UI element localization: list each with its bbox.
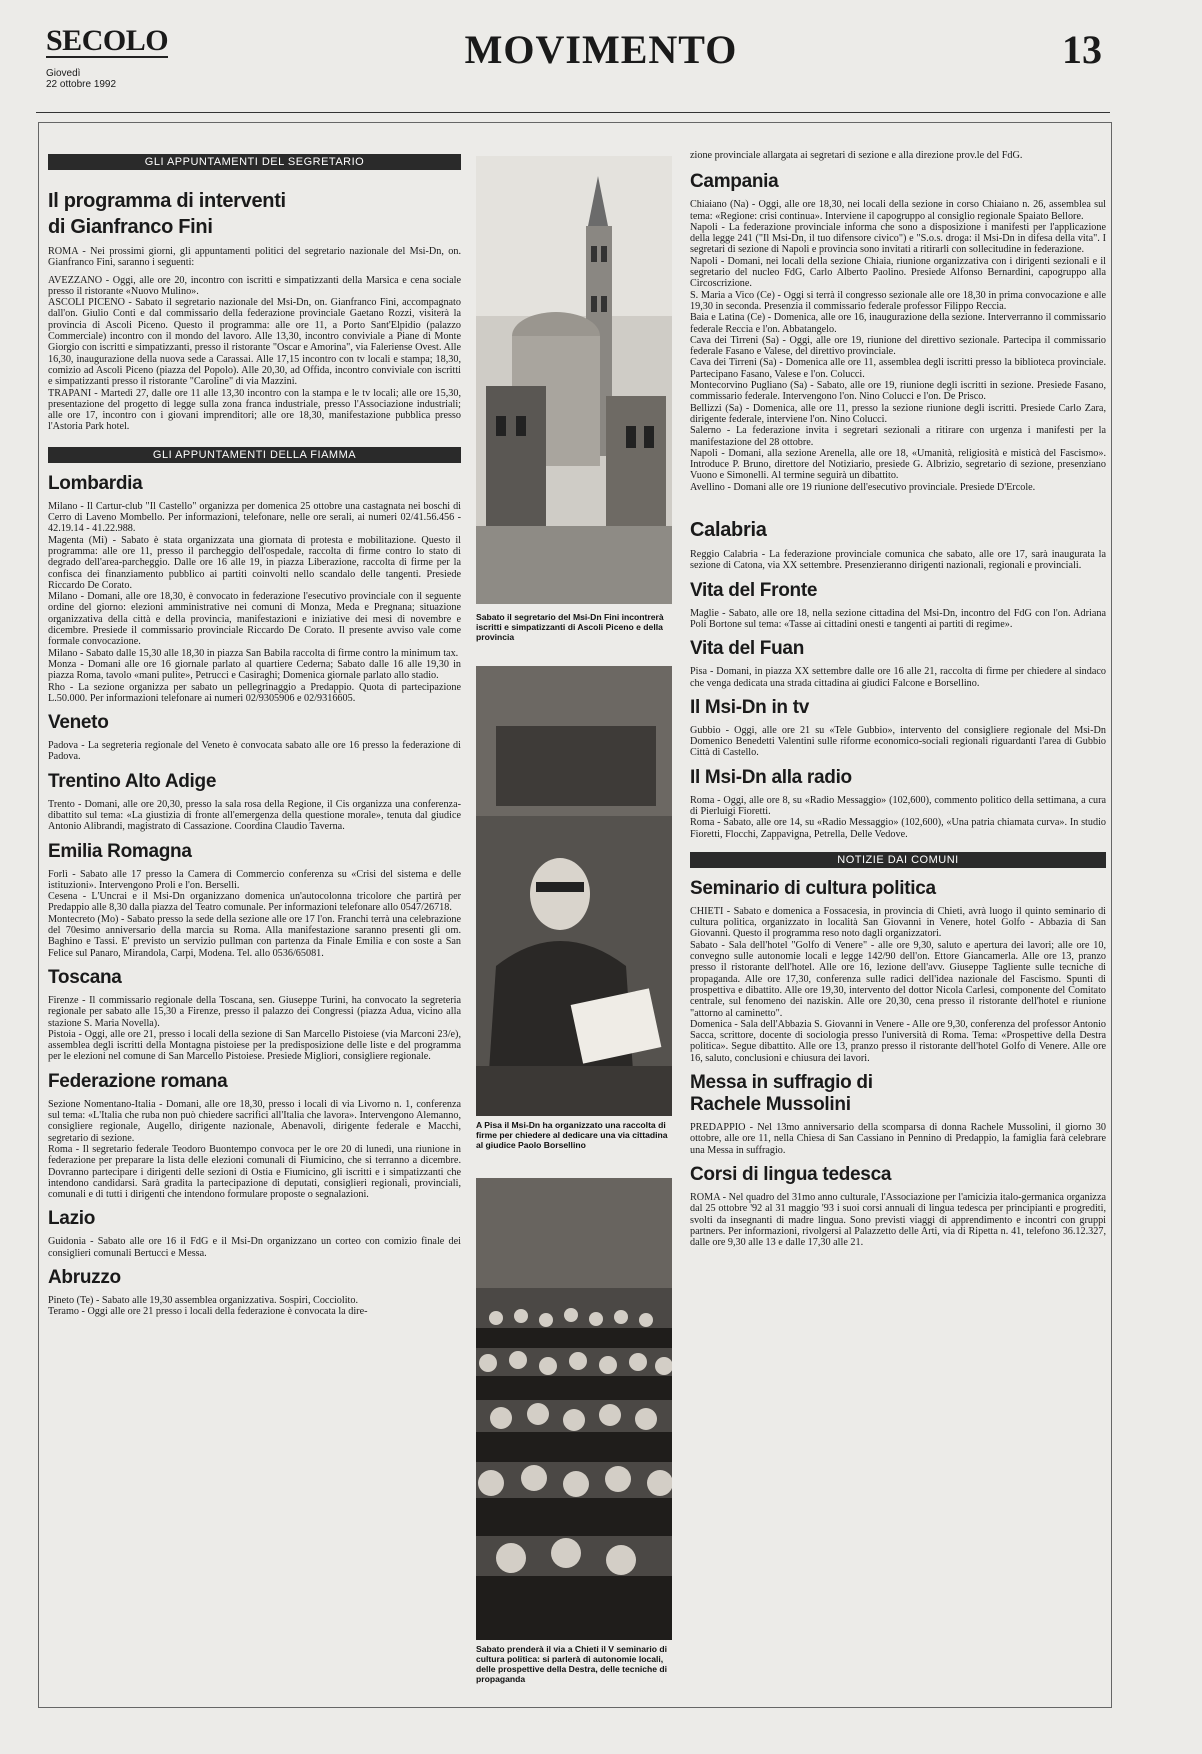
caption-photo-church: Sabato il segretario del Msi-Dn Fini incontrerà iscritti e simpatizzanti di Ascoli Piceno e della provincia: [476, 612, 664, 642]
item-magenta: Magenta (Mi) - Sabato è stata organizzata una giornata di protesta e mobilitazione. Questo il programma: alle ore 11, presso il parcheggio dell'ospedale, raccolta di firme contro lo stato di degrado dell'area-parcheggio. Dalle ore 16 alle 19, in piazza Liberazione, raccolta di firme per la confisca dei finanziamento pubblico ai partiti coinvolti nello scandalo delle tangenti. Presiede Riccardo De Corato.: [48, 534, 461, 591]
item-pineto: Pineto (Te) - Sabato alle 19,30 assemblea organizzativa. Sospiri, Cocciolito.: [48, 1295, 359, 1306]
heading-seminario: Seminario di cultura politica: [690, 877, 936, 899]
newspaper-logo: SECOLO: [46, 24, 169, 57]
item-rho: Rho - La sezione organizza per sabato un pellegrinaggio a Predappio. Quota di partecipazione L.50.000. Per informazioni telefonare ai numeri 02/9305906 e 02/9316605.: [48, 681, 461, 704]
item-trapani: TRAPANI - Martedì 27, dalle ore 11 alle 13,30 incontro con la stampa e le tv locali; alle ore 15,30, presentazione del progetto di legge sulla zona franca industriale, presso l'Associazione industriali; alle ore 17, incontro con i giovani imprenditori; alle ore 18,30, manifestazione pubblica presso l'Astoria Park hotel.: [48, 387, 461, 433]
man-reading-illustration: [476, 666, 672, 1116]
item-forli: Forlì - Sabato alle 17 presso la Camera di Commercio conferenza su «Crisi del sistema e delle istituzioni». Intervengono Proli e l'on. Berselli.: [48, 868, 461, 891]
caption-photo-pisa: A Pisa il Msi-Dn ha organizzato una raccolta di firme per chiedere al dedicare una via cittadina al giudice Paolo Borsellino: [476, 1120, 668, 1150]
heading-corsi: Corsi di lingua tedesca: [690, 1163, 892, 1185]
item-milano-3: Milano - Sabato dalle 15,30 alle 18,30 in piazza San Babila raccolta di firme contro la minimum tax.: [48, 647, 459, 659]
item-sabato-program: Sabato - Sala dell'hotel "Golfo di Venere" - alle ore 9,30, saluto e apertura dei lavori; alle ore 10, convegno sulle autonomie locali e legge 142/90 dell'on. Ettore Giancamerla. Alle ore 13, pranzo presso il ristorante dell'hotel. Alle ore 16, lezione dell'avv. Giuseppe Tagliente sulle tecniche di propaganda. Alle ore 17,30, conferenza sulle radici dell'idea nazionale del Fascismo. Spunti di prospettiva e dibattito. Alle ore 19,30, intervento del dottor Nicola Carlesi, componente del Comitato centrale, sul fenomeno dei naziskin. Alle ore 20,30, cena presso il ristorante dell'hotel e riunione "attorno al caminetto".: [690, 939, 1106, 1019]
heading-campania: Campania: [690, 171, 779, 193]
item-napoli-1: Napoli - La federazione provinciale informa che sono a disposizione i manifesti per l'applicazione della legge 241 ("Il Msi-Dn, il tuo difensore civico") e "S.o.s. droga: il Msi-Dn in difesa della vita". I segretari di sezione di Napoli e provincia sono invitati a ritirarli con sollecitudine in federazione.: [690, 221, 1106, 256]
item-avezzano: AVEZZANO - Oggi, alle ore 20, incontro con iscritti e simpatizzanti della Marsica e cena sociale presso il ristorante «Nuovo Mulino».: [48, 274, 461, 297]
headline-fini: Il programma di interventi di Gianfranco Fini: [48, 190, 286, 238]
heading-lazio: Lazio: [48, 1208, 96, 1230]
item-nomentano: Sezione Nomentano-Italia - Domani, alle ore 18,30, presso i locali di via Livorno n. 1, conferenza sul tema: «L'Italia che ruba non può chiedere sacrifici all'Italia che lavora». Intervengono Alemanno, consigliere regionale, Augello, dirigente nazionale, Abenavoli, dirigente federale e Macchi, segretario di sezione.: [48, 1098, 461, 1144]
heading-veneto: Veneto: [48, 712, 109, 734]
issue-date-text: 22 ottobre 1992: [46, 79, 117, 90]
item-cava-2: Cava dei Tirreni (Sa) - Domenica alle ore 11, assemblea degli iscritti presso la biblioteca provinciale. Partecipano Fasano, Valese e l'on. Colucci.: [690, 357, 1106, 380]
item-montecreto: Montecreto (Mo) - Sabato presso la sede della sezione alle ore 17 l'on. Franchi terrà una celebrazione del 70esimo anniversario della marcia su Roma. Alla manifestazione saranno presenti gli om. Baghino e Tassi. E' previsto un servizio pullman con partenza da Finale Emilia e con soste a San Felice sul Panaro, Mirandola, Carpi, Modena. Tel. allo 0536/65081.: [48, 913, 461, 959]
item-radio-1: Roma - Oggi, alle ore 8, su «Radio Messaggio» (102,600), commento politico della settimana, a cura di Pierluigi Fioretti.: [690, 794, 1106, 817]
item-gubbio: Gubbio - Oggi, alle ore 21 su «Tele Gubbio», intervento del consigliere regionale del Msi-Dn Domenico Benedetti Valentini sulle riforme economico-sociali regionali riguardanti l'area di Gubbio Città di Castello.: [690, 724, 1106, 759]
heading-messa: Messa in suffragio di Rachele Mussolini: [690, 1072, 873, 1116]
photo-seminar: [476, 1178, 672, 1640]
item-napoli-2: Napoli - Domani, nei locali della sezione Chiaia, riunione organizzativa con i dirigenti sezionali e il segretario del nucleo FdG, Carlo Alberto Paolino. Presiede Alfonso Bernardini, capogruppo alla Circoscrizione.: [690, 255, 1106, 290]
heading-calabria: Calabria: [690, 519, 767, 542]
item-trento: Trento - Domani, alle ore 20,30, presso la sala rosa della Regione, il Cis organizza una conferenza-dibattito sul tema: «La giustizia di fronte all'emergenza della questione morale», tenuta dal giudice Antonio Alibrandi, magistrato di Cassazione. Coordina Claudio Taverna.: [48, 798, 461, 833]
heading-fronte: Vita del Fronte: [690, 579, 818, 601]
heading-radio: Il Msi-Dn alla radio: [690, 766, 852, 788]
photo-pisa: [476, 666, 672, 1116]
church-illustration: [476, 156, 672, 604]
heading-emilia: Emilia Romagna: [48, 840, 192, 862]
heading-fuan: Vita del Fuan: [690, 638, 804, 660]
item-pistoia: Pistoia - Oggi, alle ore 21, presso i locali della sezione di San Marcello Pistoiese (via Marconi 23/e), assemblea degli iscritti della Montagna pistoiese per la predisposizione delle liste e del programma per le elezioni nel comune di San Marcello Pistoiese. Presiede Migliori, consigliere regionale.: [48, 1028, 461, 1063]
header-rule: [36, 112, 1110, 113]
heading-tv: Il Msi-Dn in tv: [690, 696, 810, 718]
photo-church: [476, 156, 672, 604]
audience-illustration: [476, 1178, 672, 1640]
item-napoli-3: Napoli - Domani, alla sezione Arenella, alle ore 18, «Umanità, religiosità e misticà del Fascismo». Introduce P. Bruno, direttore del Notiziario, presiede G. Albrizio, segretario di sezione, presenziano Vuono e Simonelli. Al termine seguirà un dibattito.: [690, 447, 1106, 482]
item-maglie: Maglie - Sabato, alle ore 18, nella sezione cittadina del Msi-Dn, incontro del FdG con l'on. Adriana Poli Bortone sul tema: «Tasse ai cittadini onesti e tangenti ai partiti di regime».: [690, 607, 1106, 630]
item-reggio: Reggio Calabria - La federazione provinciale comunica che sabato, alle ore 17, sarà inaugurata la sezione di Catona, via XX settembre. Presenzieranno dirigenti nazionali, regionali e provinciali.: [690, 549, 1106, 572]
item-bellizzi: Bellizzi (Sa) - Domenica, alle ore 11, presso la sezione riunione degli iscritti. Presiede Carlo Zara, dirigente federale, interviene l'on. Nino Colucci.: [690, 402, 1106, 425]
item-milano-2: Milano - Domani, alle ore 18,30, è convocato in federazione l'esecutivo provinciale con il seguente ordine del giorno: elezioni amministrative nei comuni di Monza, Meda e Pregnana; situazione organizzativa della città e della provincia, manifestazioni e iniziative dei mesi di novembre e dicembre. Presiede il commissario provinciale Riccardo De Corato. Il presente avviso vale come formale convocazione.: [48, 591, 461, 648]
heading-trentino: Trentino Alto Adige: [48, 770, 217, 792]
item-chiaiano: Chiaiano (Na) - Oggi, alle ore 18,30, nei locali della sezione in corso Chiaiano n. 26, assemblea sul tema: «Regione: crisi continua». Interviene il capogruppo al consiglio regionale Spaiato Bellore.: [690, 199, 1106, 222]
item-continuation: zione provinciale allargata ai segretari di sezione e alla direzione prov.le del FdG.: [690, 150, 1023, 161]
item-s-maria: S. Maria a Vico (Ce) - Oggi si terrà il congresso sezionale alle ore 18,30 in prima convocazione e alle 19,30 in seconda. Presenzia il commissario federale professor Filippo Reccia.: [690, 289, 1106, 312]
item-baia: Baia e Latina (Ce) - Domenica, alle ore 16, inaugurazione della sezione. Interverranno il commissario federale Reccia e l'on. Abbatangelo.: [690, 312, 1106, 335]
column-left: [48, 154, 461, 1702]
item-padova: Padova - La segreteria regionale del Veneto è convocata sabato alle ore 16 presso la federazione di Padova.: [48, 740, 461, 763]
item-guidonia: Guidonia - Sabato alle ore 16 il FdG e il Msi-Dn organizzano un corteo con comizio finale dei consiglieri comunali Bertucci e Messa.: [48, 1236, 461, 1259]
heading-abruzzo: Abruzzo: [48, 1267, 121, 1288]
caption-photo-seminar: Sabato prenderà il via a Chieti il V seminario di cultura politica: si parlerà di autonomie locali, delle prospettive della Destra, delle tecniche di propaganda: [476, 1644, 668, 1684]
section-title: MOVIMENTO: [464, 27, 738, 72]
heading-lombardia: Lombardia: [48, 472, 143, 494]
column-right: [690, 150, 1106, 1702]
item-montecorvino: Montecorvino Pugliano (Sa) - Sabato, alle ore 19, riunione degli iscritti in sezione. Presiede Fasano, commissario federale. Intervengono l'on. Nino Colucci e l'on. De Prisco.: [690, 380, 1106, 403]
item-pisa: Pisa - Domani, in piazza XX settembre dalle ore 16 alle 21, raccolta di firme per chiedere al sindaco che venga dedicata una strada cittadina ai giudici Falcone e Borsellino.: [690, 666, 1106, 689]
item-cesena: Cesena - L'Uncrai e il Msi-Dn organizzano domenica un'autocolonna tricolore che partirà per Predappio alle 8,30 dalla piazza del Teatro comunale. Per informazioni telefonare allo 0547/26718.: [48, 891, 461, 914]
item-roma: ROMA - Nei prossimi giorni, gli appuntamenti politici del segretario nazionale del Msi-Dn, on. Gianfranco Fini, saranno i seguenti:: [48, 246, 461, 269]
item-firenze: Firenze - Il commissario regionale della Toscana, sen. Giuseppe Turini, ha convocato la segreteria regionale per sabato alle 15,30 a Firenze, presso il palazzo dei Congressi (piazza Adua, vicino alla stazione S. Maria Novella).: [48, 994, 461, 1029]
item-predappio: PREDAPPIO - Nel 13mo anniversario della scomparsa di donna Rachele Mussolini, il giorno 30 ottobre, alle ore 11, nella Chiesa di San Cassiano in Pennino di Predappio, la famiglia farà celebrare una Messa in suffragio.: [690, 1122, 1106, 1156]
item-ascoli: ASCOLI PICENO - Sabato il segretario nazionale del Msi-Dn, on. Gianfranco Fini, accompagnato dall'on. Giulio Conti e dal commissario della federazione provinciale Gaetano Rozzi, visiterà la provincia di Ascoli Piceno. Questo il programma: alle ore 11, a Porto Sant'Elpidio (palazzo Commerciale) incontro con il mondo del lavoro. Alle 13,30, incontro conviviale a Piane di Monte Giorgio con iscritti e simpatizzanti, presso il ristorante "Oscar e Amorina", via Faleriense Ovest. Alle 16,30, inaugurazione della nuova sede a Carassai. Alle 17,15 incontro con tv locali e stampa; 18,30, comizio ad Ascoli Piceno (piazza del Popolo). Alle 20,30, ad Offida, incontro conviviale con iscritti e simpatizzanti presso il ristorante "Caroline" di via Mazzini.: [48, 297, 461, 388]
item-monza: Monza - Domani alle ore 16 giornale parlato al quartiere Cederna; Sabato dalle 16 alle 19,30 in piazza Roma, tavolo «mani pulite», Petrucci e Casiraghi; Domenica giornale parlato allo stadio.: [48, 658, 461, 682]
banner-comuni: NOTIZIE DAI COMUNI: [690, 852, 1106, 868]
item-teramo: Teramo - Oggi alle ore 21 presso i locali della federazione è convocata la dire-: [48, 1306, 368, 1318]
item-roma-2: Roma - Il segretario federale Teodoro Buontempo convoca per le ore 20 di lunedì, una riunione in federazione per preparare la lista delle elezioni comunali di Fiumicino, che si terranno a dicembre. Dovranno partecipare i dirigenti delle sezioni di Ostia e Fiumicino, gli iscritti e i simpatizzanti che intendono candidarsi. Sarà gradita la partecipazione di deputati, consiglieri regionali, provinciali, comunali e di tutti i dirigenti che intendono formulare proposte o segnalazioni.: [48, 1143, 461, 1201]
item-salerno: Salerno - La federazione invita i segretari sezionali a ritirare con urgenza i manifesti per la manifestazione del 28 ottobre.: [690, 425, 1106, 448]
banner-segretario: GLI APPUNTAMENTI DEL SEGRETARIO: [48, 154, 461, 170]
item-chieti: CHIETI - Sabato e domenica a Fossacesia, in provincia di Chieti, avrà luogo il quinto seminario di cultura politica, organizzato in località San Giovanni in Venere, hotel Golfo - Abbazia di San Giovanni. Questo il programma reso noto dagli organizzatori.: [690, 905, 1106, 940]
page-number: 13: [1062, 27, 1102, 72]
issue-day: Giovedì: [46, 68, 81, 79]
item-milano-1: Milano - Il Cartur-club "Il Castello" organizza per domenica 25 ottobre una castagnata nei boschi di Cerro di Laveno Mombello. Per informazioni, telefonare, nelle ore serali, ai numeri 02/41.56.456 - 42.19.14 - 41.22.988.: [48, 500, 461, 535]
heading-toscana: Toscana: [48, 966, 122, 988]
banner-fiamma: GLI APPUNTAMENTI DELLA FIAMMA: [48, 447, 461, 463]
item-corsi: ROMA - Nel quadro del 31mo anno culturale, l'Associazione per l'amicizia italo-germanica organizza dal 25 ottobre '92 al 31 maggio '93 i suoi corsi annuali di lingua tedesca per principianti e progrediti, svolti da insegnanti di madre lingua. Sono previsti viaggi di apprendimento e incontri con gruppi partners. Per informazioni, rivolgersi al Palazzetto delle Arti, via di Ripetta n. 41, telefono 36.12.327, dalle ore 9,30 alle 13 e dalle 17,30 alle 21.: [690, 1191, 1106, 1249]
heading-federazione-romana: Federazione romana: [48, 1070, 228, 1092]
item-domenica-program: Domenica - Sala dell'Abbazia S. Giovanni in Venere - Alle ore 9,30, conferenza del professor Antonio Sacca, scrittore, docente di sociologia presso l'università di Roma. Tema: «Prospettive della Destra politica». Segue dibattito. Alle ore 13, pranzo presso il ristorante dell'hotel Golfo di Venere. Alle ore 16, saluto, conclusioni e chiusura dei lavori.: [690, 1018, 1106, 1064]
item-radio-2: Roma - Sabato, alle ore 14, su «Radio Messaggio» (102,600), «Una patria chiamata curva». In studio Fioretti, Flocchi, Zappavigna, Petrella, Delle Vedove.: [690, 817, 1106, 840]
item-cava-1: Cava dei Tirreni (Sa) - Oggi, alle ore 19, riunione del direttivo sezionale. Partecipa il commissario federale Fasano e Valese, del direttivo provinciale.: [690, 334, 1106, 358]
item-avellino: Avellino - Domani alle ore 19 riunione dell'esecutivo provinciale. Presiede D'Ercole.: [690, 481, 1036, 493]
